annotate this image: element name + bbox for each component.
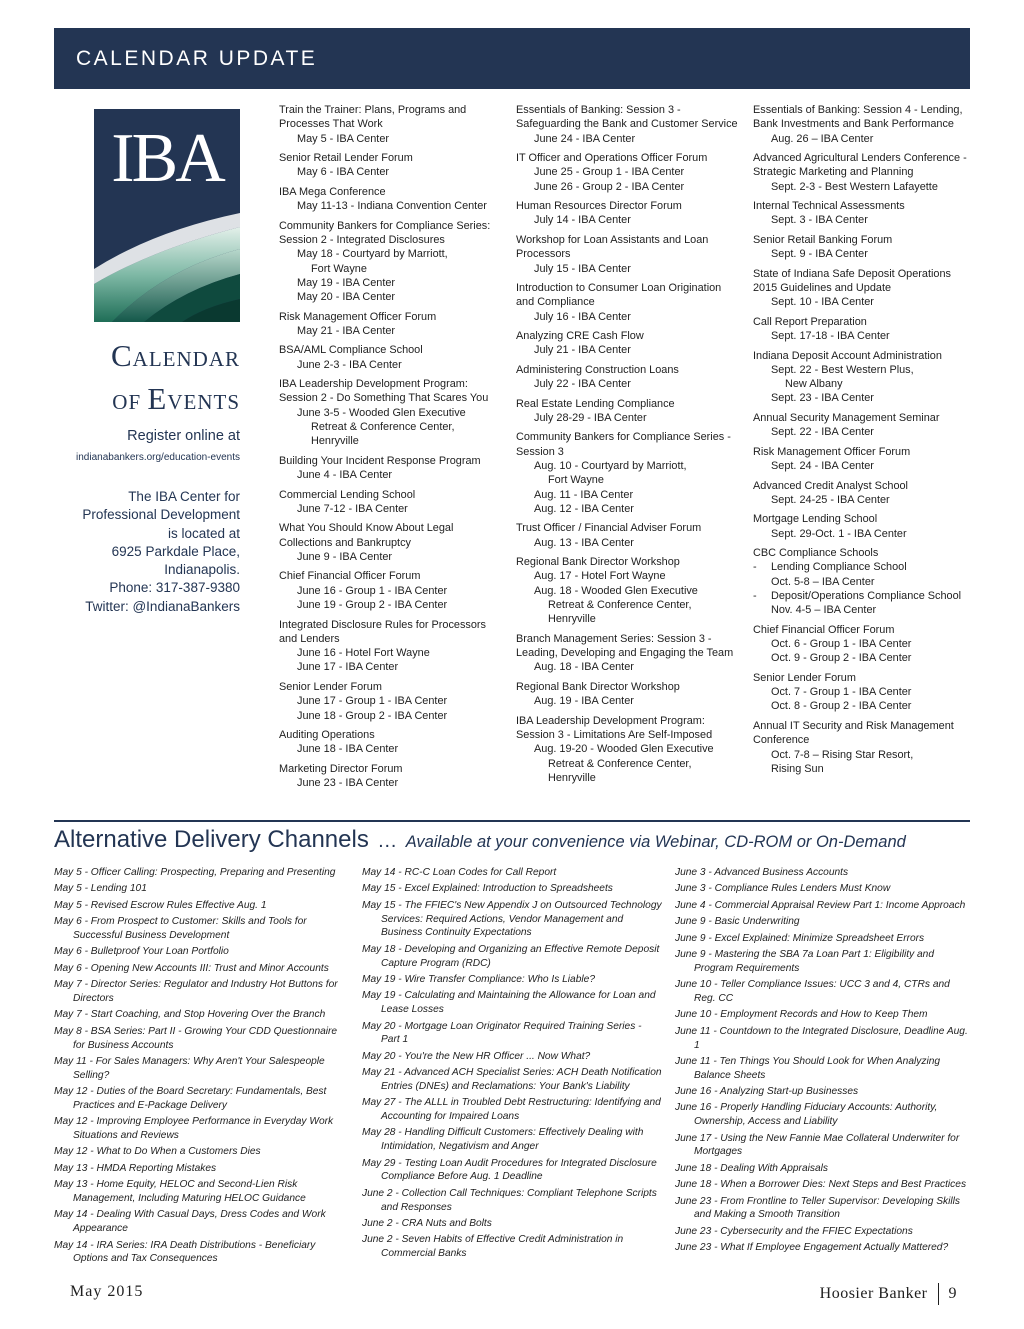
event-item	[516, 714, 738, 785]
event-date-location: July 22 - IBA Center	[534, 378, 631, 391]
webinar-item: June 3 - Advanced Business Accounts	[675, 867, 849, 878]
event-item	[753, 233, 973, 262]
webinar-item: May 14 - Dealing With Casual Days, Dress Codes and Work Appearance	[54, 1209, 326, 1235]
event-date-location: June 26 - Group 2 - IBA Center	[534, 180, 685, 193]
event-date-location: June 19 - Group 2 - IBA Center	[297, 599, 448, 612]
event-title: Marketing Director Forum	[279, 762, 403, 775]
event-item	[753, 479, 973, 508]
adc-header	[54, 826, 970, 854]
event-title: Risk Management Officer Forum	[279, 310, 437, 323]
event-date-location: Retreat & Conference Center,	[548, 599, 692, 612]
webinar-item: May 15 - Excel Explained: Introduction to Spreadsheets	[362, 883, 613, 895]
event-item	[753, 267, 973, 310]
event-date-location: Sept. 9 - IBA Center	[771, 248, 868, 261]
event-title: Workshop for Loan Assistants and Loan Processors	[516, 233, 709, 261]
webinar-item: June 2 - Collection Call Techniques: Compliant Telephone Scripts and Responses	[362, 1187, 657, 1213]
event-title: Real Estate Lending Compliance	[516, 397, 675, 410]
footer-issue-date: May 2015	[70, 1283, 144, 1300]
event-item	[279, 151, 499, 180]
event-title: Community Bankers for Compliance Series: Session 2 - Integrated Disclosures	[279, 219, 491, 246]
calendar-of-events-title	[76, 336, 240, 422]
title-word-of: OF	[112, 390, 148, 414]
event-title: Essentials of Banking: Session 4 - Lending, Bank Investments and Bank Performance	[753, 104, 963, 131]
webinar-item: June 17 - Using the New Fannie Mae Collateral Underwriter for Mortgages	[675, 1132, 960, 1158]
webinar-item: May 8 - BSA Series: Part II - Growing Your CDD Questionnaire for Business Accounts	[54, 1025, 338, 1051]
adc-ellipsis: …	[377, 830, 398, 852]
adc-column-1	[54, 866, 344, 1269]
event-title: Introduction to Consumer Loan Origination and Compliance	[516, 282, 722, 309]
center-info-line: Twitter: @IndianaBankers	[85, 598, 240, 614]
center-info-line: is located at	[167, 525, 240, 541]
event-item	[279, 454, 499, 483]
event-date-location: June 2-3 - IBA Center	[297, 358, 402, 371]
event-date-location: Sept. 24 - IBA Center	[771, 460, 874, 473]
event-item	[516, 555, 738, 626]
webinar-item: June 11 - Countdown to the Integrated Disclosure, Deadline Aug. 1	[675, 1025, 968, 1051]
event-item	[279, 762, 499, 791]
webinar-item: May 7 - Director Series: Regulator and Industry Hot Buttons for Directors	[54, 979, 338, 1004]
event-item	[753, 512, 973, 541]
title-word-events: VENTS	[167, 390, 240, 414]
event-date-location: Aug. 19-20 - Wooded Glen Executive	[534, 743, 714, 756]
banner-title: CALENDAR UPDATE	[76, 46, 318, 70]
event-date-location: Aug. 11 - IBA Center	[534, 488, 634, 501]
event-date-location: July 21 - IBA Center	[534, 344, 631, 357]
webinar-item: May 14 - IRA Series: IRA Death Distributions - Beneficiary Options and Tax Consequences	[54, 1239, 316, 1265]
iba-logo	[94, 109, 240, 322]
event-title: IBA Leadership Development Program: Session 3 - Limitations Are Self-Imposed	[516, 714, 713, 742]
event-title: Risk Management Officer Forum	[753, 445, 911, 458]
event-title: Annual IT Security and Risk Management Conference	[753, 719, 954, 747]
webinar-item: May 11 - For Sales Managers: Why Aren't Your Salespeople Selling?	[54, 1055, 325, 1081]
event-date-location: June 18 - IBA Center	[297, 743, 399, 756]
webinar-item: May 27 - The ALLL in Troubled Debt Restructuring: Identifying and Accounting for Impaired Loans	[362, 1097, 661, 1123]
webinar-item: June 4 - Commercial Appraisal Review Part 1: Income Approach	[675, 899, 966, 911]
event-title: Trust Officer / Financial Adviser Forum	[516, 522, 702, 535]
webinar-item: May 5 - Lending 101	[54, 883, 147, 895]
event-title: IT Officer and Operations Officer Forum	[516, 152, 708, 165]
event-item	[753, 411, 973, 440]
webinar-item: June 9 - Excel Explained: Minimize Spreadsheet Errors	[675, 932, 925, 944]
center-info-line: Phone: 317-387-9380	[109, 580, 240, 596]
event-item	[516, 281, 738, 324]
event-title: Integrated Disclosure Rules for Processors and Lenders	[279, 618, 487, 645]
webinar-item: June 18 - When a Borrower Dies: Next Steps and Best Practices	[675, 1179, 967, 1191]
event-date-location: June 23 - IBA Center	[297, 777, 399, 790]
event-date-location: Henryville	[548, 613, 596, 626]
event-date-location: June 18 - Group 2 - IBA Center	[297, 709, 448, 722]
webinar-item: May 28 - Handling Difficult Customers: Effectively Dealing with Intimidation, Negativism and Anger	[362, 1127, 644, 1153]
event-date-location: Nov. 4-5 – IBA Center	[771, 604, 877, 617]
event-title: Annual Security Management Seminar	[753, 411, 940, 424]
event-title: BSA/AML Compliance School	[279, 344, 423, 357]
event-date-location: Sept. 22 - IBA Center	[771, 426, 874, 439]
event-item	[516, 103, 738, 146]
event-date-location: - Deposit/Operations Compliance School	[753, 589, 973, 603]
event-date-location: May 5 - IBA Center	[297, 132, 390, 145]
event-title: Administering Construction Loans	[516, 363, 679, 376]
event-date-location: Aug. 12 - IBA Center	[534, 502, 634, 515]
webinar-item: May 13 - Home Equity, HELOC and Second-Lien Risk Management, Including Maturing HELOC Guidance	[54, 1179, 306, 1205]
event-title: Chief Financial Officer Forum	[753, 623, 895, 636]
event-title: IBA Leadership Development Program: Session 2 - Do Something That Scares You	[279, 378, 489, 405]
webinar-item: May 12 - Duties of the Board Secretary: Fundamentals, Best Practices and E-Package Delivery	[54, 1086, 327, 1111]
event-title: Senior Retail Banking Forum	[753, 233, 893, 246]
event-item	[279, 103, 499, 146]
event-date-location: Fort Wayne	[548, 474, 604, 487]
footer-divider	[938, 1283, 939, 1305]
event-date-location: June 25 - Group 1 - IBA Center	[534, 166, 685, 179]
event-item	[279, 569, 499, 612]
event-date-location: June 16 - Group 1 - IBA Center	[297, 584, 448, 597]
event-title: Mortgage Lending School	[753, 513, 878, 526]
event-date-location: May 20 - IBA Center	[297, 291, 396, 304]
event-date-location: Retreat & Conference Center,	[311, 421, 455, 434]
event-date-location: Oct. 6 - Group 1 - IBA Center	[771, 638, 912, 651]
webinar-item: June 3 - Compliance Rules Lenders Must Know	[675, 883, 891, 895]
event-date-location: Sept. 23 - IBA Center	[771, 392, 874, 405]
event-item	[516, 151, 738, 194]
events-column-1	[279, 103, 499, 796]
webinar-item: May 21 - Advanced ACH Specialist Series: ACH Death Notification Entries (DNEs) and Reclamations: Your Bank's Liability	[362, 1067, 662, 1092]
event-date-location: June 9 - IBA Center	[297, 551, 393, 563]
event-item	[753, 445, 973, 474]
event-date-location: Oct. 8 - Group 2 - IBA Center	[771, 700, 912, 713]
webinar-item: June 16 - Analyzing Start-up Businesses	[675, 1086, 859, 1098]
webinar-item: May 12 - What to Do When a Customers Dies	[54, 1146, 261, 1158]
event-title: Senior Retail Lender Forum	[279, 152, 413, 165]
webinar-item: May 5 - Officer Calling: Prospecting, Preparing and Presenting	[54, 867, 336, 878]
event-item	[753, 546, 973, 617]
event-item	[516, 680, 738, 709]
center-contact-info	[70, 488, 240, 616]
section-divider	[54, 820, 970, 822]
event-title: Advanced Credit Analyst School	[753, 479, 908, 492]
title-initial-c: C	[110, 338, 133, 373]
section-banner	[54, 28, 970, 89]
register-url-link[interactable]: indianabankers.org/education-events	[76, 452, 240, 463]
center-info-line: The IBA Center for	[128, 489, 240, 504]
webinar-item: May 13 - HMDA Reporting Mistakes	[54, 1162, 217, 1174]
event-item	[279, 521, 499, 564]
event-date-location: Aug. 13 - IBA Center	[534, 536, 634, 549]
event-date-location: May 6 - IBA Center	[297, 166, 390, 179]
event-date-location: June 3-5 - Wooded Glen Executive	[297, 406, 466, 419]
event-date-location: Aug. 26 – IBA Center	[771, 132, 874, 145]
center-info-line: Professional Development	[82, 507, 240, 523]
event-date-location: July 14 - IBA Center	[534, 214, 631, 227]
event-date-location: Retreat & Conference Center,	[548, 757, 692, 770]
event-date-location: Aug. 17 - Hotel Fort Wayne	[534, 570, 666, 583]
webinar-item: June 9 - Mastering the SBA 7a Loan Part 1: Eligibility and Program Requirements	[675, 948, 934, 974]
webinar-item: May 5 - Revised Escrow Rules Effective Aug. 1	[54, 899, 267, 911]
title-word-calendar: ALENDAR	[132, 347, 240, 371]
webinar-item: May 15 - The FFIEC's New Appendix J on Outsourced Technology Services: Required Actions, Vendor Management and Business Continuity Expectations	[362, 899, 662, 939]
title-initial-e: E	[147, 381, 168, 416]
webinar-item: May 19 - Calculating and Maintaining the Allowance for Loan and Lease Losses	[362, 990, 656, 1016]
event-date-location: June 16 - Hotel Fort Wayne	[297, 647, 430, 660]
webinar-item: May 20 - Mortgage Loan Originator Required Training Series - Part 1	[362, 1020, 642, 1046]
webinar-item: May 20 - You're the New HR Officer ... Now What?	[362, 1050, 591, 1062]
event-item	[279, 488, 499, 517]
event-title: Call Report Preparation	[753, 315, 867, 328]
event-date-location: June 24 - IBA Center	[534, 132, 636, 145]
event-title: Human Resources Director Forum	[516, 200, 682, 213]
event-item	[279, 680, 499, 723]
event-item	[516, 363, 738, 392]
event-item	[279, 377, 499, 448]
publication-name: Hoosier Banker	[819, 1285, 928, 1302]
webinar-item: May 7 - Start Coaching, and Stop Hovering Over the Branch	[54, 1009, 326, 1021]
adc-subtitle: Available at your convenience via Webinar, CD-ROM or On-Demand	[405, 833, 906, 851]
event-title: Building Your Incident Response Program	[279, 454, 481, 467]
event-item	[516, 329, 738, 358]
event-date-location: Sept. 10 - IBA Center	[771, 296, 874, 309]
event-title: Auditing Operations	[279, 729, 375, 742]
event-date-location: Fort Wayne	[311, 262, 367, 275]
event-item	[516, 632, 738, 675]
event-item	[753, 199, 973, 228]
event-item	[753, 315, 973, 344]
event-item	[753, 623, 973, 666]
event-date-location: May 11-13 - Indiana Convention Center	[297, 200, 487, 213]
webinar-item: June 2 - CRA Nuts and Bolts	[362, 1218, 492, 1230]
page-number: 9	[948, 1285, 957, 1302]
event-date-location: May 21 - IBA Center	[297, 324, 396, 337]
event-item	[753, 349, 973, 406]
event-date-location: Aug. 19 - IBA Center	[534, 695, 634, 708]
event-item	[753, 151, 973, 194]
event-date-location: Sept. 17-18 - IBA Center	[771, 330, 890, 343]
adc-column-3	[675, 866, 973, 1258]
webinar-item: June 18 - Dealing With Appraisals	[675, 1162, 828, 1174]
event-date-location: Oct. 5-8 – IBA Center	[771, 575, 875, 588]
event-title: IBA Mega Conference	[279, 185, 386, 198]
event-date-location: July 28-29 - IBA Center	[534, 411, 647, 424]
event-title: Indiana Deposit Account Administration	[753, 349, 942, 362]
event-item	[516, 233, 738, 276]
event-date-location: June 7-12 - IBA Center	[297, 502, 408, 515]
center-info-line: 6925 Parkdale Place,	[111, 543, 240, 559]
webinar-item: May 29 - Testing Loan Audit Procedures for Integrated Disclosure Compliance Before Aug. 1 Deadline	[362, 1157, 657, 1183]
webinar-item: June 10 - Employment Records and How to Keep Them	[675, 1009, 928, 1021]
event-date-location: May 19 - IBA Center	[297, 276, 396, 289]
event-item	[516, 430, 738, 516]
event-date-location: Sept. 2-3 - Best Western Lafayette	[771, 180, 938, 193]
event-title: Regional Bank Director Workshop	[516, 680, 680, 693]
event-date-location: June 4 - IBA Center	[297, 469, 393, 482]
event-item	[279, 728, 499, 757]
register-online-label: Register online at	[127, 428, 240, 444]
event-title: Regional Bank Director Workshop	[516, 556, 680, 569]
event-title: Train the Trainer: Plans, Programs and Processes That Work	[279, 104, 467, 131]
event-date-location: New Albany	[785, 378, 843, 391]
event-title: Essentials of Banking: Session 3 - Safeguarding the Bank and Customer Service	[516, 104, 738, 131]
event-title: Advanced Agricultural Lenders Conference -Strategic Marketing and Planning	[753, 152, 967, 179]
event-date-location: Oct. 7-8 – Rising Star Resort,	[771, 748, 914, 761]
event-date-location: Henryville	[548, 771, 596, 784]
event-date-location: Sept. 3 - IBA Center	[771, 214, 868, 227]
event-date-location: Aug. 18 - Wooded Glen Executive	[534, 584, 698, 597]
event-title: Community Bankers for Compliance Series - Session 3	[516, 431, 731, 458]
event-title: Senior Lender Forum	[753, 671, 856, 684]
webinar-item: May 19 - Wire Transfer Compliance: Who Is Liable?	[362, 973, 595, 985]
event-item	[516, 397, 738, 426]
center-info-line: Indianapolis.	[164, 562, 240, 578]
event-date-location: June 17 - IBA Center	[297, 661, 399, 674]
adc-column-2	[362, 866, 662, 1264]
event-title: Analyzing CRE Cash Flow	[516, 330, 644, 343]
event-title: What You Should Know About Legal Collections and Bankruptcy	[279, 522, 454, 549]
event-title: Chief Financial Officer Forum	[279, 570, 421, 583]
event-item	[753, 671, 973, 714]
event-item	[279, 618, 499, 675]
event-date-location: May 18 - Courtyard by Marriott,	[297, 248, 448, 261]
webinar-item: June 23 - From Frontline to Teller Supervisor: Developing Skills and Making a Smooth Transition	[675, 1195, 960, 1221]
event-date-location: Aug. 10 - Courtyard by Marriott,	[534, 460, 687, 473]
event-date-location: Aug. 18 - IBA Center	[534, 661, 634, 674]
event-item	[753, 103, 973, 146]
event-item	[279, 219, 499, 305]
event-date-location: Sept. 24-25 - IBA Center	[771, 493, 890, 506]
event-date-location: July 15 - IBA Center	[534, 262, 631, 275]
adc-title: Alternative Delivery Channels	[54, 826, 369, 853]
event-title: State of Indiana Safe Deposit Operations 2015 Guidelines and Update	[753, 267, 951, 295]
event-date-location: Oct. 9 - Group 2 - IBA Center	[771, 652, 912, 665]
event-date-location: Sept. 29-Oct. 1 - IBA Center	[771, 527, 907, 540]
event-item	[516, 199, 738, 228]
event-item	[279, 185, 499, 214]
event-title: Internal Technical Assessments	[753, 200, 905, 213]
footer-publication	[820, 1283, 957, 1305]
webinar-item: June 2 - Seven Habits of Effective Credit Administration in Commercial Banks	[362, 1234, 624, 1260]
event-title: Senior Lender Forum	[279, 680, 382, 693]
events-column-3	[753, 103, 973, 781]
webinar-item: June 9 - Basic Underwriting	[675, 916, 800, 928]
event-title: Commercial Lending School	[279, 488, 416, 501]
event-item	[279, 343, 499, 372]
event-item	[516, 521, 738, 550]
webinar-item: May 14 - RC-C Loan Codes for Call Report	[362, 867, 557, 878]
event-item	[753, 719, 973, 776]
svg-text:IBA: IBA	[111, 120, 223, 197]
event-date-location: Henryville	[311, 435, 359, 448]
webinar-item: May 18 - Developing and Organizing an Effective Remote Deposit Capture Program (RDC)	[362, 943, 660, 969]
event-date-location: Rising Sun	[771, 762, 824, 775]
webinar-item: June 11 - Ten Things You Should Look for When Analyzing Balance Sheets	[675, 1055, 941, 1081]
event-title: Branch Management Series: Session 3 - Leading, Developing and Engaging the Team	[516, 632, 734, 660]
event-date-location: - Lending Compliance School	[753, 560, 973, 574]
webinar-item: June 16 - Properly Handling Fiduciary Accounts: Authority, Ownership, Access and Liability	[675, 1102, 938, 1128]
events-column-2	[516, 103, 738, 790]
event-date-location: Sept. 22 - Best Western Plus,	[771, 363, 914, 376]
webinar-item: June 23 - Cybersecurity and the FFIEC Expectations	[675, 1225, 913, 1237]
event-item	[279, 310, 499, 339]
event-title: CBC Compliance Schools	[753, 547, 879, 560]
webinar-item: May 6 - Bulletproof Your Loan Portfolio	[54, 946, 229, 958]
webinar-item: May 6 - From Prospect to Customer: Skills and Tools for Successful Business Development	[54, 916, 307, 941]
webinar-item: May 12 - Improving Employee Performance in Everyday Work Situations and Reviews	[54, 1116, 334, 1142]
event-date-location: July 16 - IBA Center	[534, 310, 631, 323]
webinar-item: May 6 - Opening New Accounts III: Trust and Minor Accounts	[54, 962, 329, 974]
webinar-item: June 23 - What If Employee Engagement Actually Mattered?	[675, 1242, 949, 1254]
event-date-location: June 17 - Group 1 - IBA Center	[297, 695, 448, 708]
webinar-item: June 10 - Teller Compliance Issues: UCC 3 and 4, CTRs and Reg. CC	[675, 979, 950, 1004]
event-date-location: Oct. 7 - Group 1 - IBA Center	[771, 686, 912, 699]
